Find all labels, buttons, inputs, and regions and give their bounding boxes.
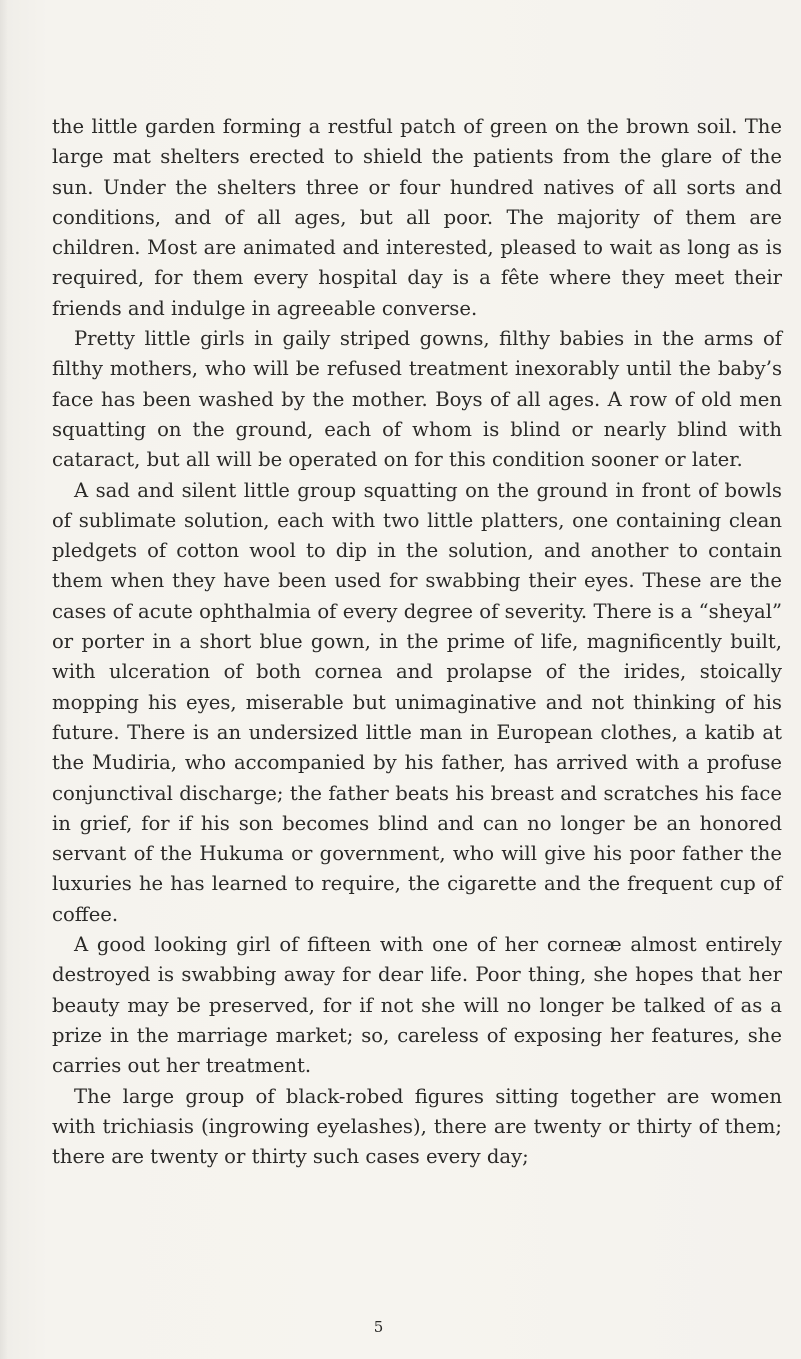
page-number bbox=[0, 1318, 801, 1336]
page-edge-shadow bbox=[0, 0, 8, 1359]
paragraph-2: Pretty little girls in gaily striped gowns, filthy babies in the arms of filthy mothers, who will be refused treatment inexorably until the baby’s face has been washed by the mother. Boys of all ages. A row of old men squatting on the ground, each of whom is blind or nearly blind with cataract, but all will be operated on for this condition sooner or later. bbox=[52, 327, 782, 472]
paragraph-5: The large group of black-robed figures sitting together are women with trichiasis (ingrowing eyelashes), there are twenty or thirty of them; there are twenty or thirty such cases every day; bbox=[52, 1084, 782, 1169]
paragraph-1: the little garden forming a restful patch of green on the brown soil. The large mat shelters erected to shield the patients from the glare of the sun. Under the shelters three or four hundred natives of all sorts and conditions, and of all ages, but all poor. The majority of them are children. Most are animated and interested, pleased to wait as long as is required, for them every hospital day is a fête where they meet their friends and indulge in agreeable converse. bbox=[52, 115, 782, 320]
paragraph-3: A sad and silent little group squatting on the ground in front of bowls of sublimate solution, each with two little platters, one containing clean pledgets of cotton wool to dip in the solution, and another to contain them when they have been used for swabbing their eyes. These are the cases of acute ophthalmia of every degree of severity. There is a “sheyal” or porter in a short blue gown, in the prime of life, magnificently built, with ulceration of both cornea and prolapse of the irides, stoically mopping his eyes, miserable but unimaginative and not thinking of his future. There is an undersized little man in European clothes, a katib at the Mudiria, who accompanied by his father, has arrived with a profuse conjunctival discharge; the father beats his breast and scratches his face in grief, for if his son becomes blind and can no longer be an honored servant of the Hukuma or government, who will give his poor father the luxuries he has learned to require, the cigarette and the frequent cup of coffee. bbox=[52, 478, 782, 926]
body-text bbox=[52, 112, 782, 1172]
paragraph-4: A good looking girl of fifteen with one of her corneæ almost entirely destroyed is swabbing away for dear life. Poor thing, she hopes that her beauty may be preserved, for if not she will no longer be talked of as a prize in the marriage market; so, careless of exposing her features, she carries out her treatment. bbox=[52, 933, 782, 1078]
page-number-label: 5 bbox=[373, 1318, 384, 1336]
